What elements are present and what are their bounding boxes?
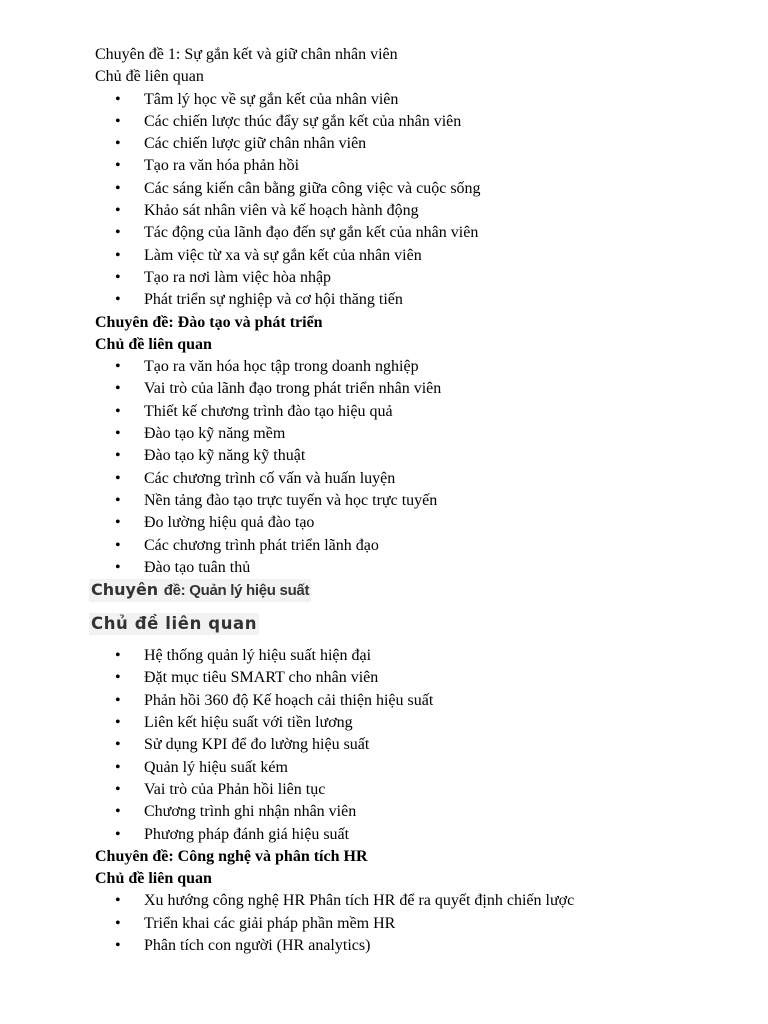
list-item: • Tâm lý học về sự gắn kết của nhân viên bbox=[0, 89, 768, 111]
bullet-icon: • bbox=[115, 936, 121, 954]
section-4-list bbox=[0, 890, 768, 957]
bullet-icon: • bbox=[115, 647, 121, 665]
list-item: • Chương trình ghi nhận nhân viên bbox=[0, 801, 768, 823]
bullet-icon: • bbox=[115, 447, 121, 465]
bullet-icon: • bbox=[115, 402, 121, 420]
bullet-icon: • bbox=[115, 268, 121, 286]
bullet-icon: • bbox=[115, 803, 121, 821]
bullet-icon: • bbox=[115, 892, 121, 910]
bullet-icon: • bbox=[115, 536, 121, 554]
list-item: • Đo lường hiệu quả đào tạo bbox=[0, 512, 768, 534]
bullet-icon: • bbox=[115, 491, 121, 509]
bullet-icon: • bbox=[115, 469, 121, 487]
list-item: • Quản lý hiệu suất kém bbox=[0, 757, 768, 779]
section-3-list bbox=[0, 645, 768, 846]
bullet-icon: • bbox=[115, 135, 121, 153]
list-item: • Đào tạo kỹ năng mềm bbox=[0, 423, 768, 445]
bullet-icon: • bbox=[115, 425, 121, 443]
section-3-subtitle: Chủ đề liên quan bbox=[91, 614, 258, 634]
list-item: • Đặt mục tiêu SMART cho nhân viên bbox=[0, 667, 768, 689]
bullet-icon: • bbox=[115, 202, 121, 220]
bullet-icon: • bbox=[115, 90, 121, 108]
bullet-icon: • bbox=[115, 758, 121, 776]
section-2-subtitle: Chủ đề liên quan bbox=[95, 335, 212, 353]
list-item: • Tạo ra văn hóa học tập trong doanh nghiệp bbox=[0, 356, 768, 378]
section-2-title: Chuyên đề: Đào tạo và phát triển bbox=[95, 313, 323, 331]
list-item: • Các chương trình phát triển lãnh đạo bbox=[0, 535, 768, 557]
bullet-icon: • bbox=[115, 291, 121, 309]
bullet-icon: • bbox=[115, 157, 121, 175]
section-4-subtitle: Chủ đề liên quan bbox=[95, 870, 212, 888]
list-item: • Các chương trình cố vấn và huấn luyện bbox=[0, 468, 768, 490]
list-item: • Phương pháp đánh giá hiệu suất bbox=[0, 824, 768, 846]
bullet-icon: • bbox=[115, 825, 121, 843]
section-2-list bbox=[0, 356, 768, 579]
list-item: • Phản hồi 360 độ Kế hoạch cải thiện hiệu suất bbox=[0, 690, 768, 712]
bullet-icon: • bbox=[115, 358, 121, 376]
list-item: • Tạo ra nơi làm việc hòa nhập bbox=[0, 267, 768, 289]
bullet-icon: • bbox=[115, 914, 121, 932]
list-item: • Vai trò của Phản hồi liên tục bbox=[0, 779, 768, 801]
list-item: • Phân tích con người (HR analytics) bbox=[0, 935, 768, 957]
list-item: • Các chiến lược giữ chân nhân viên bbox=[0, 133, 768, 155]
section-1-list bbox=[0, 89, 768, 312]
bullet-icon: • bbox=[115, 714, 121, 732]
list-item: • Phát triển sự nghiệp và cơ hội thăng tiến bbox=[0, 289, 768, 311]
list-item: • Hệ thống quản lý hiệu suất hiện đại bbox=[0, 645, 768, 667]
bullet-icon: • bbox=[115, 112, 121, 130]
bullet-icon: • bbox=[115, 780, 121, 798]
list-item: • Các chiến lược thúc đẩy sự gắn kết của nhân viên bbox=[0, 111, 768, 133]
list-item: • Đào tạo tuân thủ bbox=[0, 557, 768, 579]
section-3-title: Chuyên đề: Quản lý hiệu suất bbox=[89, 579, 311, 602]
list-item: • Nền tảng đào tạo trực tuyến và học trực tuyến bbox=[0, 490, 768, 512]
list-item: • Xu hướng công nghệ HR Phân tích HR để ra quyết định chiến lược bbox=[0, 890, 768, 912]
bullet-icon: • bbox=[115, 246, 121, 264]
bullet-icon: • bbox=[115, 669, 121, 687]
list-item: • Vai trò của lãnh đạo trong phát triển nhân viên bbox=[0, 378, 768, 400]
list-item: • Làm việc từ xa và sự gắn kết của nhân viên bbox=[0, 245, 768, 267]
list-item: • Thiết kế chương trình đào tạo hiệu quả bbox=[0, 401, 768, 423]
list-item: • Tạo ra văn hóa phản hồi bbox=[0, 155, 768, 177]
list-item: • Liên kết hiệu suất với tiền lương bbox=[0, 712, 768, 734]
bullet-icon: • bbox=[115, 224, 121, 242]
document-page bbox=[0, 44, 768, 957]
list-item: • Khảo sát nhân viên và kế hoạch hành động bbox=[0, 200, 768, 222]
bullet-icon: • bbox=[115, 691, 121, 709]
bullet-icon: • bbox=[115, 514, 121, 532]
bullet-icon: • bbox=[115, 736, 121, 754]
bullet-icon: • bbox=[115, 380, 121, 398]
list-item: • Triển khai các giải pháp phần mềm HR bbox=[0, 913, 768, 935]
section-1-title: Chuyên đề 1: Sự gắn kết và giữ chân nhân viên bbox=[95, 46, 398, 63]
section-4-title: Chuyên đề: Công nghệ và phân tích HR bbox=[95, 847, 368, 865]
list-item: • Tác động của lãnh đạo đến sự gắn kết của nhân viên bbox=[0, 222, 768, 244]
section-1-subtitle: Chủ đề liên quan bbox=[95, 68, 204, 86]
list-item: • Sử dụng KPI để đo lường hiệu suất bbox=[0, 734, 768, 756]
bullet-icon: • bbox=[115, 179, 121, 197]
list-item: • Đào tạo kỹ năng kỹ thuật bbox=[0, 445, 768, 467]
bullet-icon: • bbox=[115, 558, 121, 576]
list-item: • Các sáng kiến cân bằng giữa công việc và cuộc sống bbox=[0, 178, 768, 200]
